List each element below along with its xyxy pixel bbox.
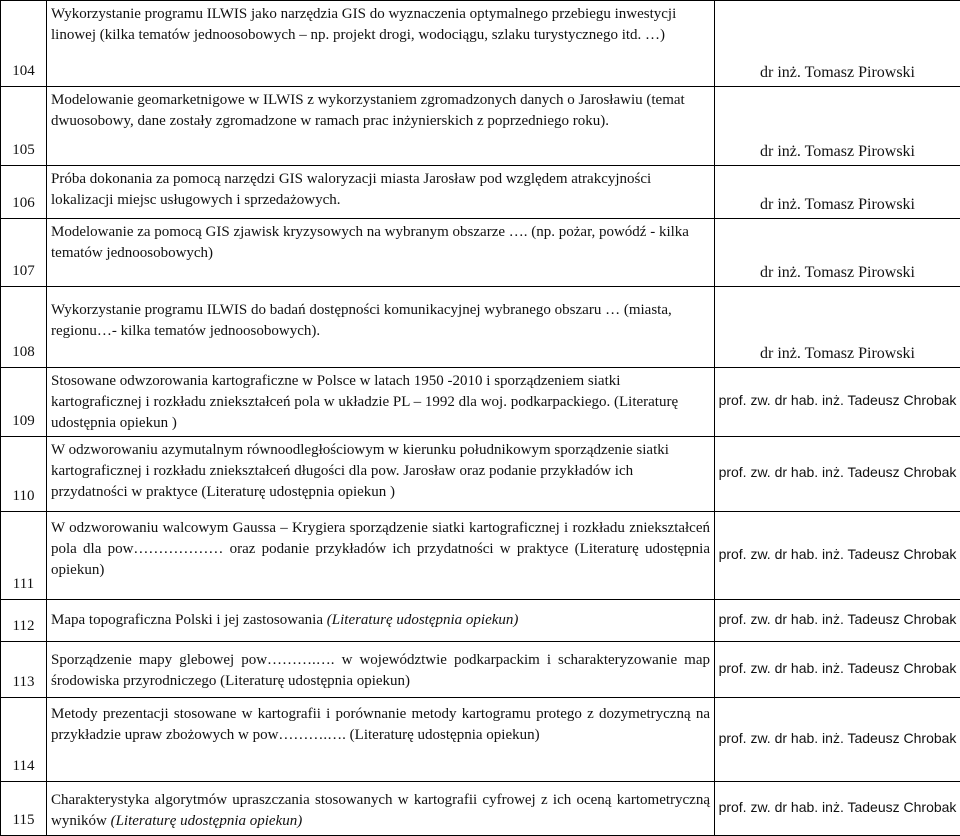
topic-text (51, 610, 710, 631)
row-number: 109 (1, 368, 47, 437)
topic-text: W odzworowaniu azymutalnym równoodległościowym w kierunku południkowym sporządzenie siatki kartograficznej i rozkładu zniekształceń długości dla pow. Jarosław oraz podanie przykładów ich przydatności w praktyce (Literaturę udostępnia opiekun ) (51, 440, 710, 503)
row-number: 107 (1, 219, 47, 287)
topic-cell (47, 87, 715, 166)
row-number: 105 (1, 87, 47, 166)
row-number: 111 (1, 512, 47, 600)
table-row (1, 1, 960, 87)
supervisor-cell: prof. zw. dr hab. inż. Tadeusz Chrobak (715, 782, 960, 836)
topic-text: Wykorzystanie programu ILWIS do badań dostępności komunikacyjnej wybranego obszaru … (miasta, regionu…- kilka tematów jednoosobowych). (51, 300, 710, 342)
table-row (1, 698, 960, 782)
row-number: 112 (1, 600, 47, 642)
supervisor-cell: dr inż. Tomasz Pirowski (715, 166, 960, 219)
row-number: 108 (1, 287, 47, 368)
topic-cell (47, 512, 715, 600)
row-number: 110 (1, 437, 47, 512)
row-number: 104 (1, 1, 47, 87)
topic-text: Próba dokonania za pomocą narzędzi GIS waloryzacji miasta Jarosław pod względem atrakcyjności lokalizacji miejsc usługowych i sprzedażowych. (51, 169, 710, 211)
row-number: 113 (1, 642, 47, 698)
table-row (1, 87, 960, 166)
topic-text: Sporządzenie mapy glebowej pow……….…. w województwie podkarpackim i scharakteryzowanie map środowiska przyrodniczego (Literaturę udostępnia opiekun) (51, 650, 710, 692)
supervisor-cell: dr inż. Tomasz Pirowski (715, 287, 960, 368)
table-row (1, 166, 960, 219)
topic-text: Wykorzystanie programu ILWIS jako narzędzia GIS do wyznaczenia optymalnego przebiegu inwestycji linowej (kilka tematów jednoosobowych – np. projekt drogi, wodociągu, szlaku turystycznego itd. …) (51, 4, 710, 46)
table-row (1, 642, 960, 698)
table-row (1, 782, 960, 836)
topic-cell (47, 600, 715, 642)
topic-cell (47, 287, 715, 368)
supervisor-cell: dr inż. Tomasz Pirowski (715, 1, 960, 87)
topic-text (51, 790, 710, 832)
topic-text: Modelowanie geomarketnigowe w ILWIS z wykorzystaniem zgromadzonych danych o Jarosławiu (temat dwuosobowy, dane zostały zgromadzone w ramach prac inżynierskich z poprzedniego roku). (51, 90, 710, 132)
supervisor-cell: prof. zw. dr hab. inż. Tadeusz Chrobak (715, 368, 960, 437)
topic-cell (47, 219, 715, 287)
table-row (1, 600, 960, 642)
supervisor-cell: prof. zw. dr hab. inż. Tadeusz Chrobak (715, 437, 960, 512)
supervisor-cell: prof. zw. dr hab. inż. Tadeusz Chrobak (715, 600, 960, 642)
topic-cell (47, 368, 715, 437)
table-row (1, 287, 960, 368)
row-number: 106 (1, 166, 47, 219)
topic-cell (47, 782, 715, 836)
topic-text: Stosowane odwzorowania kartograficzne w Polsce w latach 1950 -2010 i sporządzeniem siatki kartograficznej i rozkładu zniekształceń pola w układzie PL – 1992 dla woj. podkarpackiego. (Literaturę udostępnia opiekun ) (51, 371, 710, 434)
topic-text: W odzworowaniu walcowym Gaussa – Krygiera sporządzenie siatki kartograficznej i rozkładu zniekształceń pola dla pow……………… oraz podanie przykładów ich przydatności w praktyce (Literaturę udostępnia opiekun) (51, 518, 710, 581)
supervisor-cell: prof. zw. dr hab. inż. Tadeusz Chrobak (715, 698, 960, 782)
supervisor-cell: dr inż. Tomasz Pirowski (715, 87, 960, 166)
table-row (1, 512, 960, 600)
topic-text-main: Mapa topograficzna Polski i jej zastosowania (51, 612, 327, 628)
literature-note: (Literaturę udostępnia opiekun) (327, 612, 519, 628)
row-number: 114 (1, 698, 47, 782)
supervisor-cell: prof. zw. dr hab. inż. Tadeusz Chrobak (715, 512, 960, 600)
supervisor-cell: dr inż. Tomasz Pirowski (715, 219, 960, 287)
table-row (1, 368, 960, 437)
table-row (1, 437, 960, 512)
topic-cell (47, 642, 715, 698)
table-row (1, 219, 960, 287)
literature-note: (Literaturę udostępnia opiekun) (111, 813, 303, 829)
topic-cell (47, 698, 715, 782)
topic-text: Modelowanie za pomocą GIS zjawisk kryzysowych na wybranym obszarze …. (np. pożar, powódź - kilka tematów jednoosobowych) (51, 222, 710, 264)
topic-text-main: Charakterystyka algorytmów upraszczania stosowanych w kartografii cyfrowej z ich oceną kartometryczną wyników (51, 792, 710, 829)
topic-cell (47, 437, 715, 512)
row-number: 115 (1, 782, 47, 836)
supervisor-cell: prof. zw. dr hab. inż. Tadeusz Chrobak (715, 642, 960, 698)
topic-cell (47, 166, 715, 219)
topic-cell (47, 1, 715, 87)
topic-text: Metody prezentacji stosowane w kartografii i porównanie metody kartogramu protego z dozymetryczną na przykładzie upraw zbożowych w pow……….…. (Literaturę udostępnia opiekun) (51, 704, 710, 746)
